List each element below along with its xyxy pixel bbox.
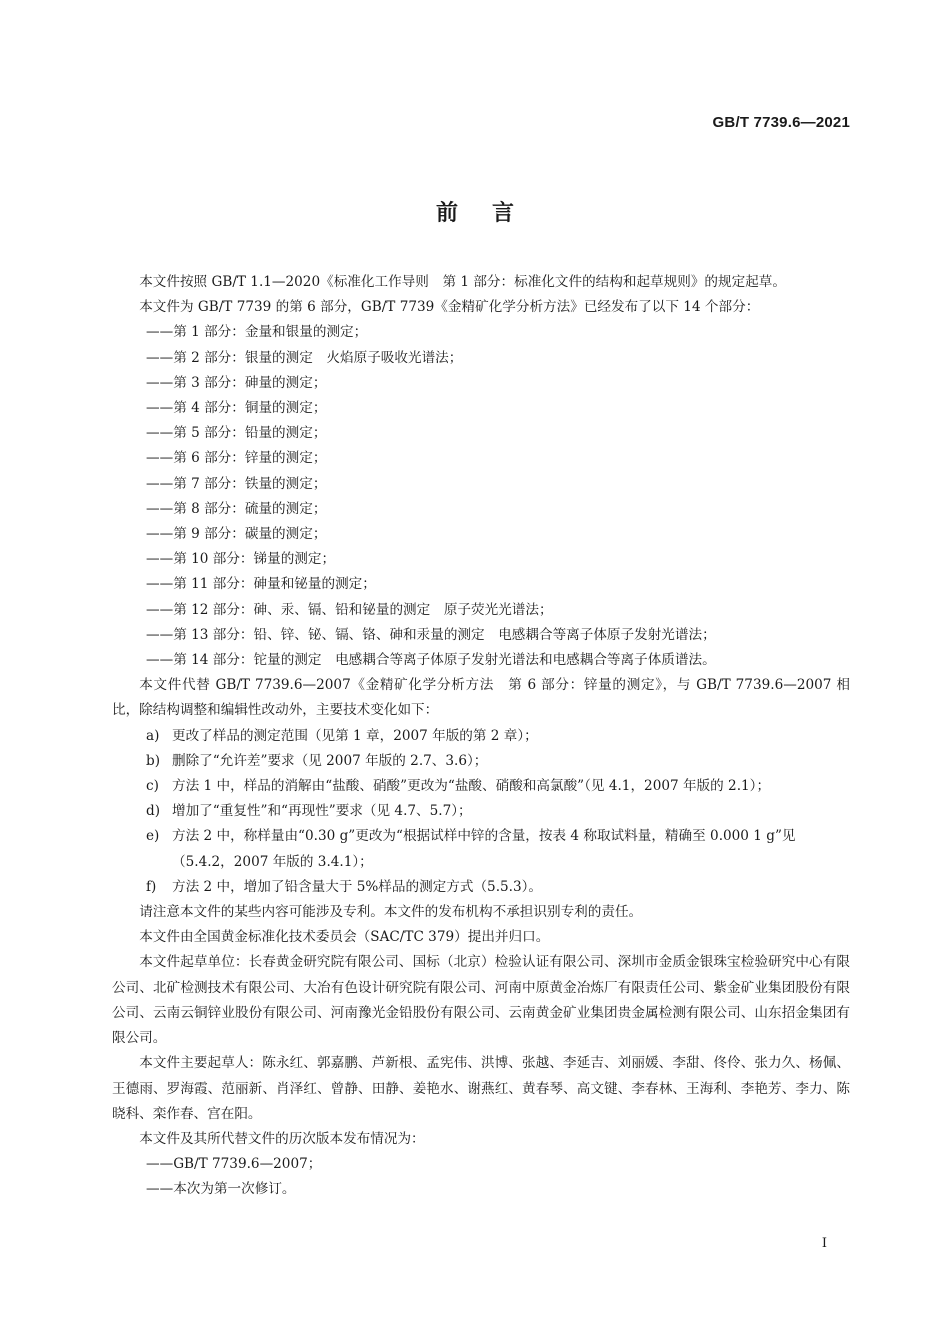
drafting-units-paragraph: 本文件起草单位：长春黄金研究院有限公司、国标（北京）检验认证有限公司、深圳市金质金银珠宝检验研究中心有限公司、北矿检测技术有限公司、大冶有色设计研究院有限公司、河南中原黄金冶炼厂有限责任公司、紫金矿业集团股份有限公司、云南云铜锌业股份有限公司、河南豫光金铅股份有限公司、云南黄金矿业集团贵金属检测有限公司、山东招金集团有限公司。 — [112, 954, 850, 1047]
list-item: ——第 3 部分：砷量的测定； — [146, 374, 327, 391]
list-item: ——第 10 部分：锑量的测定； — [146, 551, 336, 568]
history-intro: 本文件及其所代替文件的历次版本发布情况为： — [139, 1130, 425, 1147]
change-item — [112, 824, 850, 874]
change-label: c) — [146, 778, 159, 795]
standard-code: GB/T 7739.6—2021 — [712, 114, 850, 131]
change-label: d) — [146, 803, 161, 820]
change-label: e) — [146, 828, 160, 845]
history-list — [112, 1152, 850, 1202]
change-text: 更改了样品的测定范围（见第 1 章，2007 年版的第 2 章）； — [172, 727, 538, 744]
change-text: 方法 2 中，增加了铅含量大于 5%样品的测定方式（5.5.3）。 — [172, 878, 543, 895]
change-item — [112, 774, 850, 799]
list-item: ——第 9 部分：碳量的测定； — [146, 526, 327, 543]
change-text: 方法 1 中，样品的消解由“盐酸、硝酸”更改为“盐酸、硝酸和高氯酸”（见 4.1，2007 年版的 2.1）； — [172, 778, 771, 795]
list-item: ——第 4 部分：铜量的测定； — [146, 400, 327, 417]
intro-paragraph: 本文件按照 GB/T 1.1—2020《标准化工作导则 第 1 部分：标准化文件的结构和起草规则》的规定起草。 — [139, 274, 786, 290]
change-text: 方法 2 中，称样量由“0.30 g”更改为“根据试样中锌的含量，按表 4 称取试料量，精确至 0.000 1 g”见（5.4.2，2007 年版的 3.4.1）； — [172, 828, 796, 870]
page-number: I — [821, 1236, 827, 1251]
change-text: 增加了“重复性”和“再现性”要求（见 4.7、5.7）； — [172, 803, 472, 820]
list-item: ——第 14 部分：铊量的测定 电感耦合等离子体原子发射光谱法和电感耦合等离子体质谱法。 — [146, 652, 716, 669]
foreword-body — [112, 270, 850, 1203]
list-item: ——第 13 部分：铅、锌、铋、镉、铬、砷和汞量的测定 电感耦合等离子体原子发射光谱法； — [146, 626, 716, 643]
list-item: ——第 2 部分：银量的测定 火焰原子吸收光谱法； — [146, 349, 463, 366]
replacement-paragraph: 本文件代替 GB/T 7739.6—2007《金精矿化学分析方法 第 6 部分：锌量的测定》，与 GB/T 7739.6—2007 相比，除结构调整和编辑性改动外，主要技术变化如下： — [112, 677, 850, 719]
list-item: ——第 1 部分：金量和银量的测定； — [146, 324, 368, 341]
list-item: ——第 7 部分：铁量的测定； — [146, 475, 327, 492]
change-label: f) — [146, 878, 157, 895]
change-item — [112, 749, 850, 774]
list-item: ——第 8 部分：硫量的测定； — [146, 500, 327, 517]
list-item: ——第 11 部分：砷量和铋量的测定； — [146, 576, 376, 593]
patent-notice: 请注意本文件的某些内容可能涉及专利。本文件的发布机构不承担识别专利的责任。 — [139, 904, 643, 921]
list-item: ——第 6 部分：锌量的测定； — [146, 450, 327, 467]
change-item — [112, 799, 850, 824]
change-text: 删除了“允许差”要求（见 2007 年版的 2.7、3.6）； — [172, 752, 488, 769]
list-item: ——第 12 部分：砷、汞、镉、铅和铋量的测定 原子荧光光谱法； — [146, 601, 553, 618]
change-label: a) — [146, 727, 160, 744]
list-item: ——第 5 部分：铅量的测定； — [146, 425, 327, 442]
page-title: 前言 — [435, 201, 548, 226]
intro-paragraph: 本文件为 GB/T 7739 的第 6 部分，GB/T 7739《金精矿化学分析方法》已经发布了以下 14 个部分： — [139, 299, 760, 316]
list-item: ——GB/T 7739.6—2007； — [146, 1156, 322, 1173]
parts-list — [112, 320, 850, 673]
changes-list — [112, 724, 850, 900]
list-item: ——本次为第一次修订。 — [146, 1181, 296, 1198]
proposer-paragraph: 本文件由全国黄金标准化技术委员会（SAC/TC 379）提出并归口。 — [139, 929, 550, 946]
drafters-paragraph: 本文件主要起草人：陈永红、郭嘉鹏、芦新根、孟宪伟、洪博、张越、李延吉、刘丽媛、李甜、佟伶、张力久、杨佩、王德雨、罗海霞、范丽新、肖泽红、曾静、田静、姜艳水、谢燕红、黄春琴、高文键、李春林、王海利、李艳芳、李力、陈晓科、栾作春、宫在阳。 — [112, 1055, 850, 1122]
change-item — [112, 724, 850, 749]
change-label: b) — [146, 752, 161, 769]
change-item — [112, 875, 850, 900]
